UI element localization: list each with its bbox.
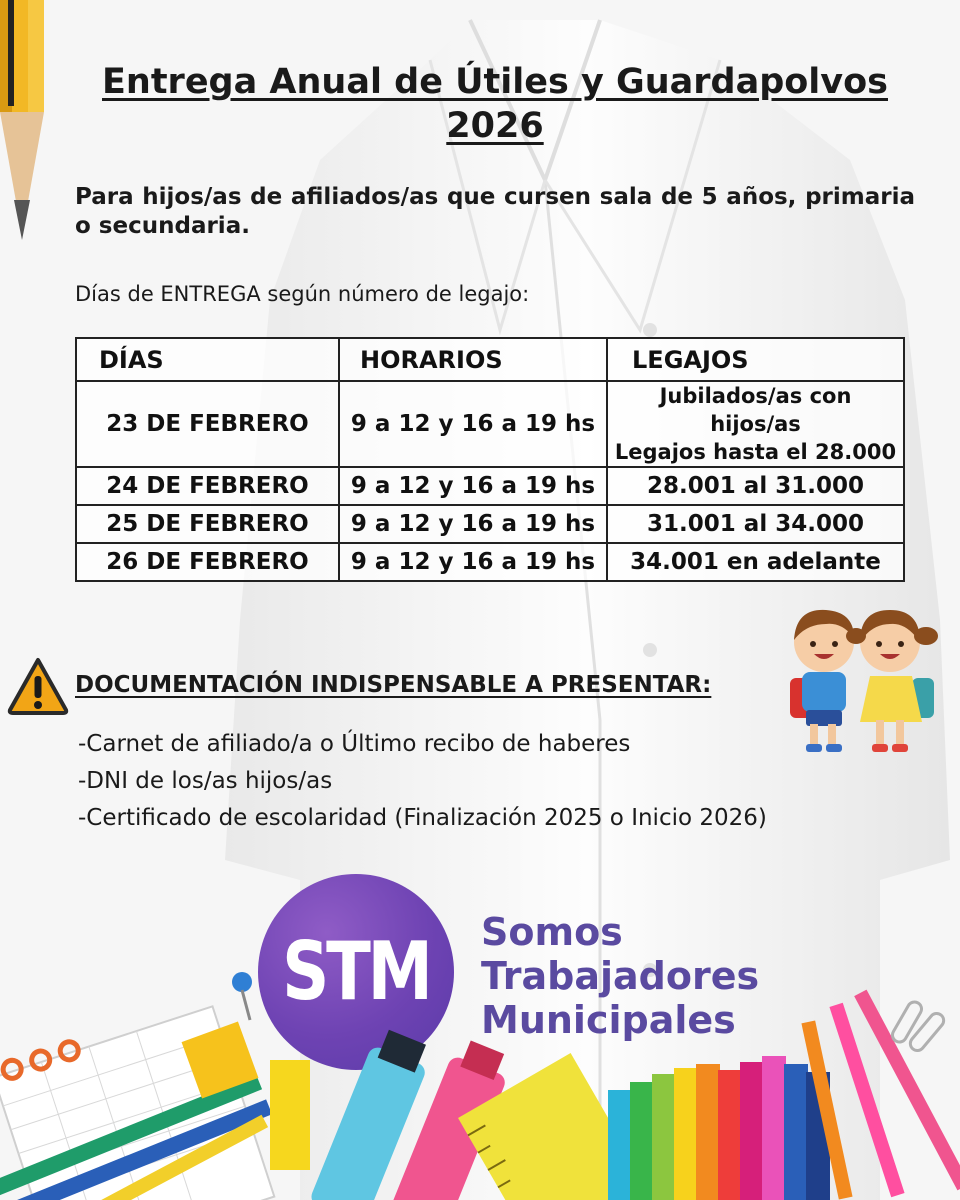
page-title: [60, 60, 930, 148]
cell-legajo: [607, 381, 904, 467]
list-item: -Certificado de escolaridad (Finalización 2025 o Inicio 2026): [78, 805, 767, 831]
legajo-line-1: Jubilados/as con hijos/as: [659, 384, 852, 436]
warning-triangle-icon: [6, 656, 70, 716]
legajo-line-2: Legajos hasta el 28.000: [614, 440, 897, 464]
title-line-2: 2026: [446, 106, 544, 146]
slogan-line-3: Municipales: [481, 998, 736, 1042]
header-horarios: HORARIOS: [339, 338, 607, 381]
children-illustration: [786, 602, 942, 756]
cell-legajo: 28.001 al 31.000: [607, 467, 904, 505]
days-caption: Días de ENTREGA según número de legajo:: [75, 282, 530, 306]
header-legajos: LEGAJOS: [607, 338, 904, 381]
table-row: [76, 467, 904, 505]
schedule-table: [75, 337, 905, 582]
documentation-list: [78, 726, 767, 837]
intro-text: Para hijos/as de afiliados/as que cursen sala de 5 años, primaria o secundaria.: [75, 184, 915, 239]
title-line-1: Entrega Anual de Útiles y Guardapolvos: [102, 62, 888, 102]
cell-dia: 26 DE FEBRERO: [76, 543, 339, 581]
cell-dia: 23 DE FEBRERO: [76, 381, 339, 467]
documentation-title: DOCUMENTACIÓN INDISPENSABLE A PRESENTAR:: [75, 672, 712, 698]
table-row: [76, 381, 904, 467]
table-row: [76, 505, 904, 543]
cell-horario: 9 a 12 y 16 a 19 hs: [339, 381, 607, 467]
stm-logo-text: STM: [282, 925, 430, 1018]
cell-legajo: 34.001 en adelante: [607, 543, 904, 581]
cell-dia: 24 DE FEBRERO: [76, 467, 339, 505]
slogan-line-1: Somos: [481, 910, 623, 954]
table-row: [76, 543, 904, 581]
cell-dia: 25 DE FEBRERO: [76, 505, 339, 543]
cell-horario: 9 a 12 y 16 a 19 hs: [339, 505, 607, 543]
table-header-row: [76, 338, 904, 381]
header-dias: DÍAS: [76, 338, 339, 381]
school-supplies-illustration: [0, 960, 960, 1200]
cell-legajo: 31.001 al 34.000: [607, 505, 904, 543]
slogan-line-2: Trabajadores: [481, 954, 760, 998]
cell-horario: 9 a 12 y 16 a 19 hs: [339, 543, 607, 581]
pencil-illustration: [0, 0, 50, 262]
list-item: -Carnet de afiliado/a o Último recibo de haberes: [78, 731, 631, 757]
cell-horario: 9 a 12 y 16 a 19 hs: [339, 467, 607, 505]
list-item: -DNI de los/as hijos/as: [78, 768, 333, 794]
